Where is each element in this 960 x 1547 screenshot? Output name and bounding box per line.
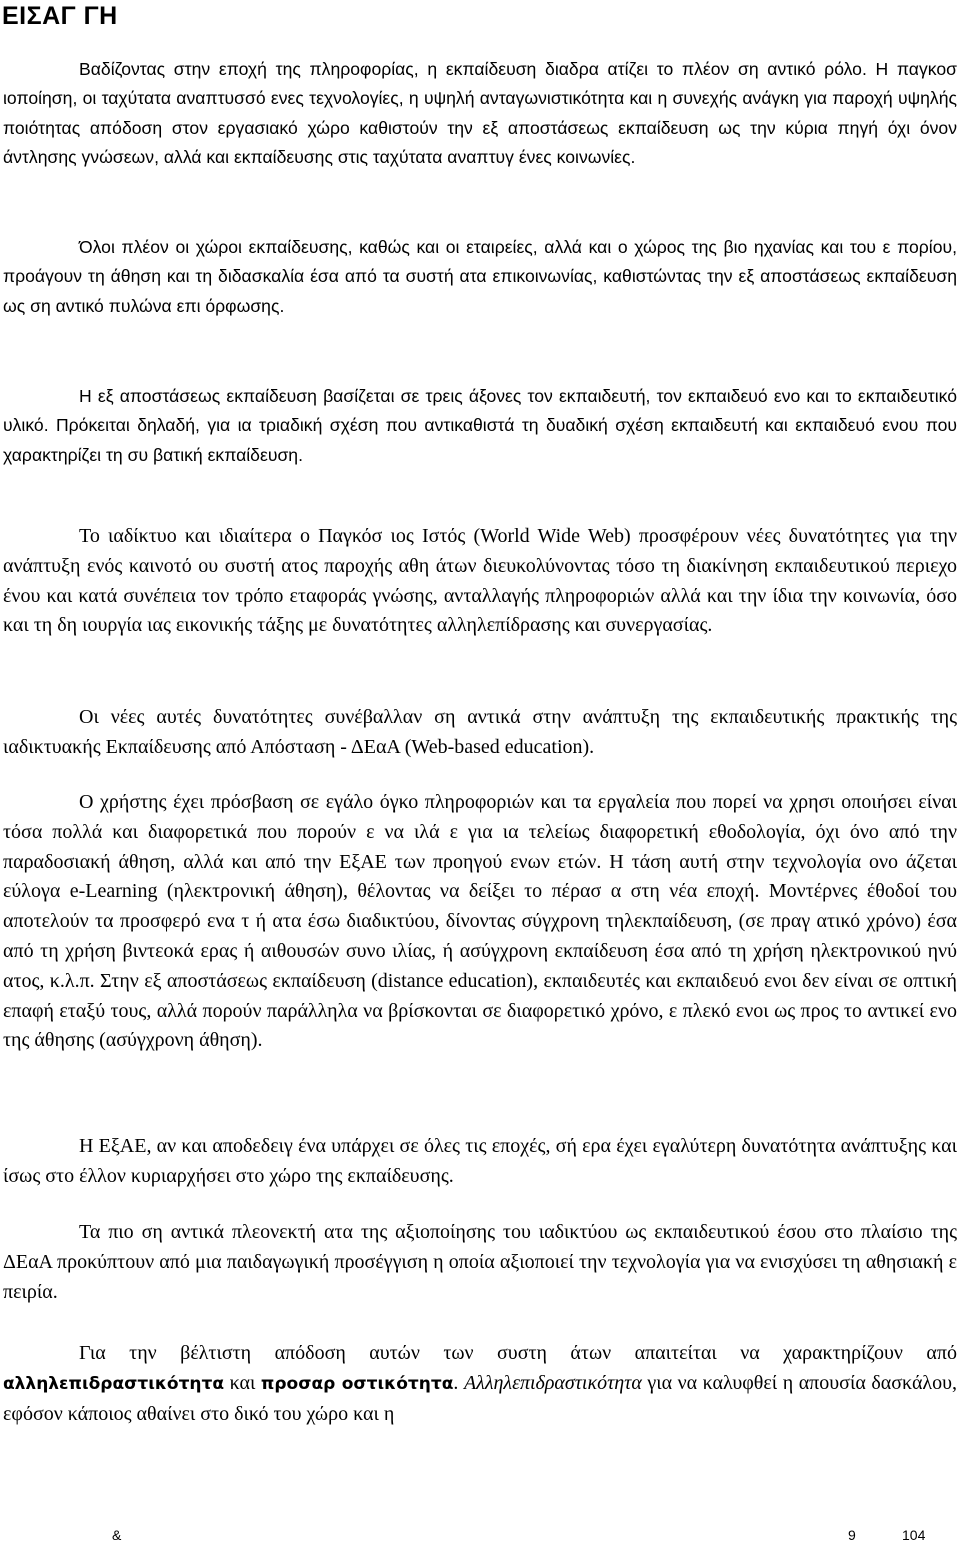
paragraph-9-text-1: Για την βέλτιστη απόδοση αυτών των συστη άτων απαιτείται να χαρακτηρίζουν από (79, 1342, 957, 1364)
paragraph-2: Όλοι πλέον οι χώροι εκπαίδευσης, καθώς και οι εταιρείες, αλλά και ο χώρος της βιο ηχανίας και του ε πορίου, προάγουν τη άθηση και τη διδασκαλία έσα από τα συστή ατα επικοινωνίας, καθιστώντας την εξ αποστάσεως εκπαίδευση ως ση αντικό πυλώνα επι όρφωσης. (3, 237, 957, 316)
term-interactivity: αλληλεπιδραστικότητα (3, 1373, 225, 1394)
section-heading: ΕΙΣΑΓ ΓΗ (2, 2, 118, 30)
paragraph-9 (3, 1339, 957, 1429)
paragraph-5: Οι νέες αυτές δυνατότητες συνέβαλλαν ση αντικά στην ανάπτυξη της εκπαιδευτικής πρακτικής της ιαδικτυακής Εκπαίδευσης από Απόσταση - ΔΕαΑ (Web-based education). (3, 706, 957, 758)
footer-page-number: 9 (848, 1527, 856, 1543)
paragraph-4: Το ιαδίκτυο και ιδιαίτερα ο Παγκόσ ιος Ιστός (World Wide Web) προσφέρουν νέες δυνατότητες για την ανάπτυξη ενός καινοτό ου συστή ατος παροχής αθη άτων διευκολύνοντας τόσο τη διακίνηση εκπαιδευτικού περιεχο ένου και κατά συνέπεια τον τρόπο εταφοράς γνώσης, ανταλλαγής πληροφοριών αλλά και την ίδια την κοινωνία, όσο και τη δη ιουργία ιας εικονικής τάξης με δυνατότητες αλληλεπίδρασης και συνεργασίας. (3, 525, 957, 637)
term-interactivity-italic: Αλληλεπιδραστικότητα (463, 1371, 642, 1394)
paragraph-1: Βαδίζοντας στην εποχή της πληροφορίας, η εκπαίδευση διαδρα ατίζει το πλέον ση αντικό ρόλο. Η παγκοσ ιοποίηση, οι ταχύτατα αναπτυσσό ενες τεχνολογίες, η υψηλή ανταγωνιστικότητα και η συνεχής ανάγκη για παροχή υψηλής ποιότητας απόδοση στον εργασιακό χώρο καθιστούν την εξ αποστάσεως εκπαίδευση ως την κύρια πηγή όχι όνον άντλησης γνώσεων, αλλά και εκπαίδευσης στις ταχύτατα αναπτυγ ένες κοινωνίες. (3, 59, 957, 168)
paragraph-7: Η ΕξΑΕ, αν και αποδεδειγ ένα υπάρχει σε όλες τις εποχές, σή ερα έχει εγαλύτερη δυνατότητα ανάπτυξης και ίσως στο έλλον κυριαρχήσει στο χώρο της εκπαίδευσης. (3, 1135, 957, 1187)
footer-left-symbol: & (112, 1527, 122, 1543)
paragraph-9-text-3: . (453, 1371, 464, 1394)
paragraph-9-text-4: για να καλυφθεί η απουσία δασκάλου, εφόσον κάποιος αθαίνει στο δικό του χώρο και η (3, 1371, 958, 1425)
paragraph-3: Η εξ αποστάσεως εκπαίδευση βασίζεται σε τρεις άξονες τον εκπαιδευτή, τον εκπαιδευό ενο και το εκπαιδευτικό υλικό. Πρόκειται δηλαδή, για ια τριαδική σχέση που αντικαθιστά τη δυαδική σχέση εκπαιδευτή και εκπαιδευό ενου που χαρακτηρίζει τη συ βατική εκπαίδευση. (3, 386, 957, 465)
paragraph-8: Τα πιο ση αντικά πλεονεκτή ατα της αξιοποίησης του ιαδικτύου ως εκπαιδευτικού έσου στο πλαίσιο της ΔΕαΑ προκύπτουν από μια παιδαγωγική προσέγγιση η οποία αξιοποιεί την τεχνολογία για να ενισχύσει τη αθησιακή ε πειρία. (3, 1221, 957, 1303)
paragraph-9-text-2: και (224, 1371, 261, 1394)
term-adaptability: προσαρ οστικότητα (260, 1373, 454, 1394)
footer-page-total: 104 (902, 1527, 926, 1543)
paragraph-6: Ο χρήστης έχει πρόσβαση σε εγάλο όγκο πληροφοριών και τα εργαλεία που πορεί να χρησι οποιήσει είναι τόσα πολλά και διαφορετικά που πορούν ε να ιλά ε για ια τελείως διαφορετική εθοδολογία, όχι όνο από την παραδοσιακή άθηση, αλλά και από την ΕξΑΕ των προηγού ενων ετών. Η τάση αυτή στην τεχνολογία ονο άζεται εύλογα e-Learning (ηλεκτρονική άθηση), θέλοντας να δείξει το πέρασ α στη νέα εποχή. Μοντέρνες έθοδοί του αποτελούν τα προσφερό ενα τ ή ατα έσω διαδικτύου, δίνοντας σύγχρονη τηλεκπαίδευση, (σε πραγ ατικό χρόνο) έσα από τη χρήση βιντεοκά ερας ή αιθουσών συνο ιλίας, ή ασύγχρονη εκπαίδευση έσα από τη χρήση ηλεκτρονικού ηνύ ατος, κ.λ.π. Στην εξ αποστάσεως εκπαίδευση (distance education), εκπαιδευτές και εκπαιδευό ενοι δεν είναι σε οπτική επαφή εταξύ τους, αλλά πορούν παράλληλα να βρίσκονται σε διαφορετικό χρόνο, ε πλεκό ενοι ως προς το αντικεί ενο της άθησης (ασύγχρονη άθηση). (3, 791, 957, 1052)
